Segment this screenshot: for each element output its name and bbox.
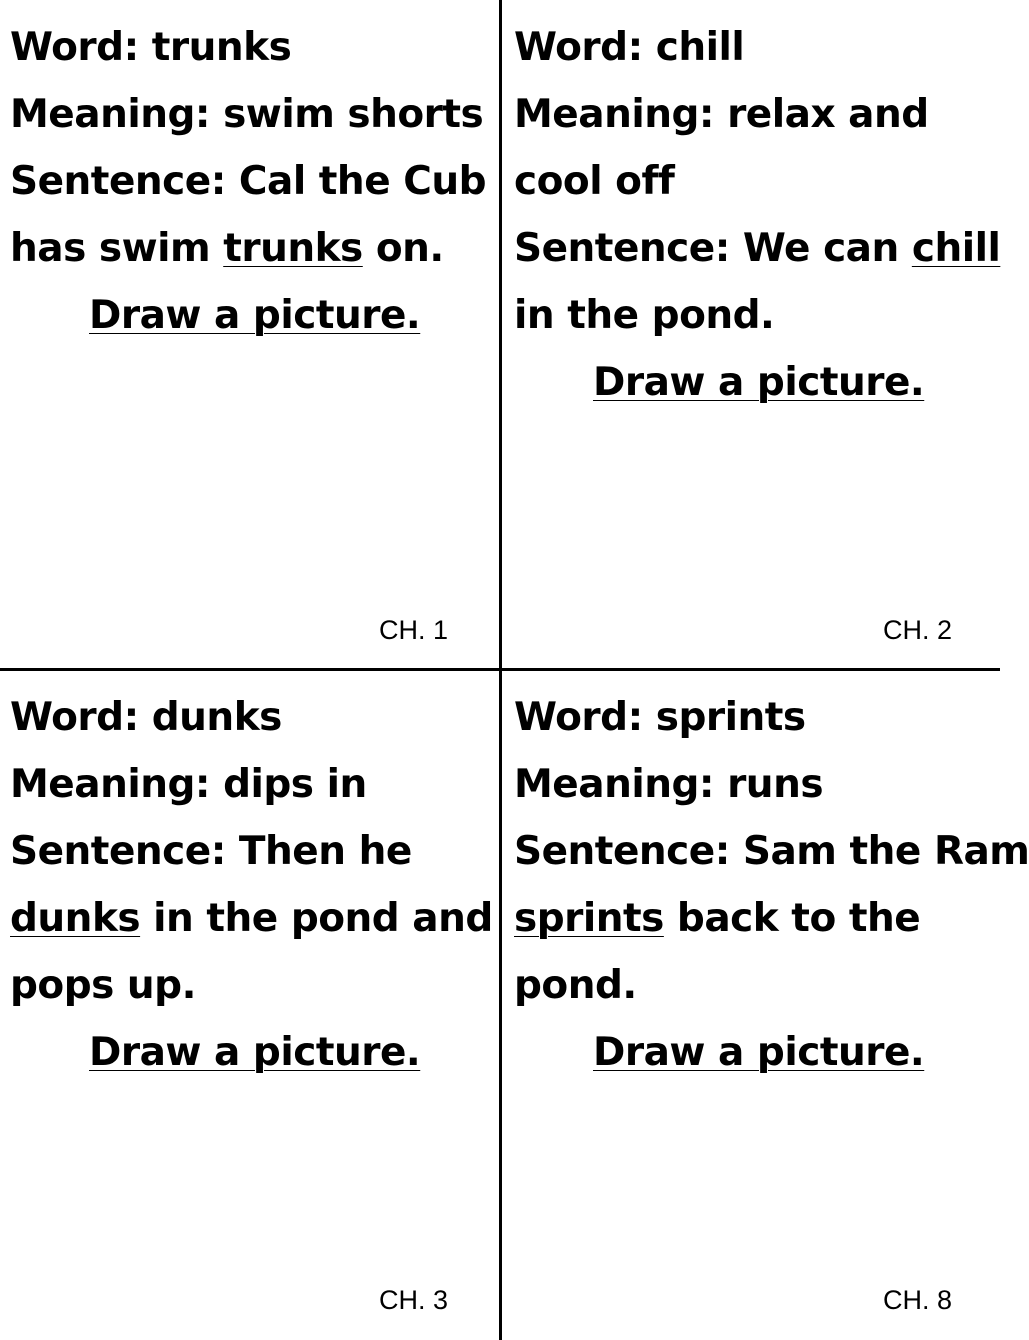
word-label: Word:: [10, 25, 139, 70]
meaning-line: [10, 751, 496, 818]
word-line: [10, 684, 496, 751]
sentence-text: Then he: [238, 829, 412, 874]
draw-prompt: [10, 282, 496, 349]
sentence-line: [514, 215, 1000, 282]
word-value: trunks: [151, 25, 292, 70]
sentence-line-2: [514, 282, 1000, 349]
sentence-text: in the pond and: [140, 896, 493, 941]
card-text: [10, 14, 496, 349]
sentence-line-2: [514, 885, 1000, 952]
meaning-label: Meaning:: [514, 762, 714, 807]
word-value: sprints: [655, 695, 806, 740]
word-line: [10, 14, 496, 81]
sentence-text: has swim: [10, 226, 224, 271]
word-line: [514, 14, 1000, 81]
word-label: Word:: [514, 695, 643, 740]
sentence-label: Sentence:: [10, 159, 226, 204]
meaning-value: swim shorts: [223, 92, 484, 137]
sentence-vocab-word: sprints: [514, 896, 664, 941]
chapter-label: CH. 8: [882, 1285, 952, 1315]
card-text: [514, 684, 1029, 1086]
meaning-label: Meaning:: [514, 92, 714, 137]
vocab-card-chill: [501, 0, 1001, 670]
meaning-value: relax and: [727, 92, 929, 137]
meaning-line: [10, 81, 496, 148]
chapter-label: CH. 1: [378, 615, 448, 645]
meaning-value: dips in: [223, 762, 367, 807]
sentence-text: Cal the Cub: [238, 159, 487, 204]
vocab-card-trunks: [0, 0, 500, 670]
sentence-line-3: [10, 952, 496, 1019]
meaning-value: runs: [727, 762, 824, 807]
vocab-card-dunks: [0, 670, 500, 1340]
vocab-card-sprints: [501, 670, 1029, 1340]
draw-prompt-text: Draw a picture.: [593, 1030, 925, 1075]
sentence-text: back to the: [663, 896, 921, 941]
sentence-line-2: [10, 215, 496, 282]
sentence-line: [10, 148, 496, 215]
sentence-vocab-word: trunks: [223, 226, 363, 271]
sentence-label: Sentence:: [10, 829, 226, 874]
sentence-text: pond.: [514, 963, 637, 1008]
sentence-vocab-word: dunks: [10, 896, 141, 941]
draw-prompt: [10, 1019, 496, 1086]
card-text: [514, 14, 1000, 416]
sentence-text: pops up.: [10, 963, 196, 1008]
sentence-label: Sentence:: [514, 226, 730, 271]
word-line: [514, 684, 1000, 751]
card-text: [10, 684, 496, 1086]
sentence-line: [10, 818, 496, 885]
meaning-line-2: [514, 148, 1000, 215]
sentence-line-3: [514, 952, 1000, 1019]
draw-prompt-text: Draw a picture.: [89, 1030, 421, 1075]
draw-prompt-text: Draw a picture.: [89, 293, 421, 338]
chapter-label: CH. 3: [378, 1285, 448, 1315]
draw-prompt-text: Draw a picture.: [593, 360, 925, 405]
sentence-line-2: [10, 885, 496, 952]
sentence-text: in the pond.: [514, 293, 775, 338]
meaning-label: Meaning:: [10, 92, 210, 137]
word-value: dunks: [151, 695, 282, 740]
word-value: chill: [655, 25, 745, 70]
chapter-label: CH. 2: [882, 615, 952, 645]
meaning-label: Meaning:: [10, 762, 210, 807]
sentence-line: [514, 818, 1029, 885]
sentence-text: on.: [362, 226, 444, 271]
sentence-label: Sentence:: [514, 829, 730, 874]
meaning-value: cool off: [514, 159, 675, 204]
sentence-text: Sam the Ram: [742, 829, 1029, 874]
meaning-line: [514, 81, 1000, 148]
sentence-vocab-word: chill: [911, 226, 1001, 271]
draw-prompt: [514, 1019, 1000, 1086]
sentence-text: We can: [742, 226, 912, 271]
word-label: Word:: [514, 25, 643, 70]
meaning-line: [514, 751, 1000, 818]
word-label: Word:: [10, 695, 139, 740]
draw-prompt: [514, 349, 1000, 416]
